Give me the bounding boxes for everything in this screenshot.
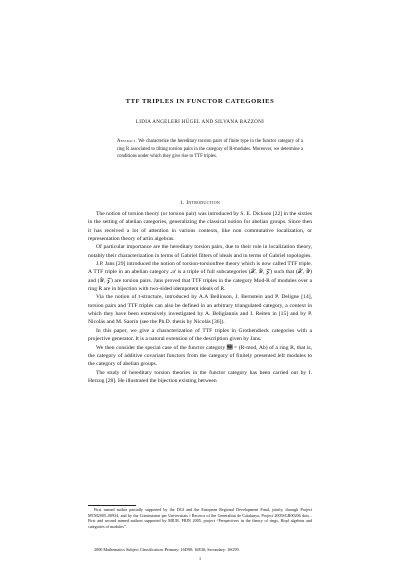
paragraph: Of particular importance are the hereditary torsion pairs, due to their role in localization theory, notably their characterization in terms of Gabriel filters of ideals and in terms of Gabriel topologies. bbox=[88, 244, 312, 259]
paper-authors: LIDIA ANGELERI HÜGEL AND SILVANA BAZZONI bbox=[135, 119, 265, 125]
paper-title: TTF TRIPLES IN FUNCTOR CATEGORIES bbox=[125, 98, 275, 105]
footnote-text: First named author partially supported by the DGI and the European Regional Development Fund, jointly, through Project MTM2005–00934, and by the Comissionat per Universitats i Recerca of the Generalitat de Catalunya, Project 2005SGR00206 dots... First and second named authors supported by MIUR, PRIN 2005, project “Perspectives in the theory of rings, Hopf algebras and categories of modules”. bbox=[88, 507, 312, 530]
body-text bbox=[88, 210, 312, 385]
subject-classification: 2000 Mathematics Subject Classification. Primary: 16D90; 16E30; Secondary: 16G99. bbox=[94, 547, 240, 552]
abstract-text: We characterize the hereditary torsion pairs of finite type in the functor category of a ring R associated to tilting torsion pairs in the category of R-modules. Moreover, we determine a conditions under which they give rise to TTF triples. bbox=[117, 139, 304, 160]
page-number: 1 bbox=[198, 556, 202, 561]
paragraph: The study of hereditary torsion theories in the functor category has been carried out by I. Herzog [28]. He illustrated the bijection existing between bbox=[88, 369, 312, 384]
section-heading: 1. Introduction bbox=[179, 200, 221, 206]
abstract-label: Abstract. bbox=[117, 139, 137, 144]
paragraph: We then consider the special case of the functor category 𝔆 = (R-mod, Ab) of a ring R, that is, the category of additive covariant functors from the category of finitely presented left modules to the category of abelian groups. bbox=[88, 344, 312, 368]
paragraph: The notion of torsion theory (or torsion pair) was introduced by S. E. Dickson [22] in the sixties in the setting of abelian categories, generalizing the classical notion for abelian groups. Since then it has received a lot of attention in various contexts, like non commutative localization, or representation theory of artin algebras. bbox=[88, 211, 312, 243]
paragraph: Via the notion of t-structure, introduced by A.A Beilinson, J. Bernstein and P. Deligne [14], torsion pairs and TTF triples can also be defined in an arbitrary triangulated category, a context in which they have been extensively investigated by A. Beligiannis and I. Reiten in [15] and by P. Nicolás and M. Saorín (see the Ph.D. thesis by Nicolás [36]). bbox=[88, 294, 312, 326]
footnote-rule bbox=[88, 505, 136, 506]
paragraph: In this paper, we give a characterization of TTF triples in Grothendieck categories with a projective generator. It is a natural extension of the description given by Jans. bbox=[88, 327, 312, 343]
abstract bbox=[117, 138, 303, 161]
paragraph: J.P. Jans [29] introduced the notion of torsion-torsionfree theory which is now called TTF triple. A TTF triple in an abelian category 𝒜 is a triple of full subcategories (𝒳, 𝒴, 𝒵) such that (𝒳, 𝒴) and (𝒴, 𝒵) are torsion pairs. Jans proved that TTF triples in the category Mod-R of modules over a ring R are in bijection with two-sided idempotent ideals of R. bbox=[88, 261, 312, 293]
footnote bbox=[88, 507, 312, 530]
